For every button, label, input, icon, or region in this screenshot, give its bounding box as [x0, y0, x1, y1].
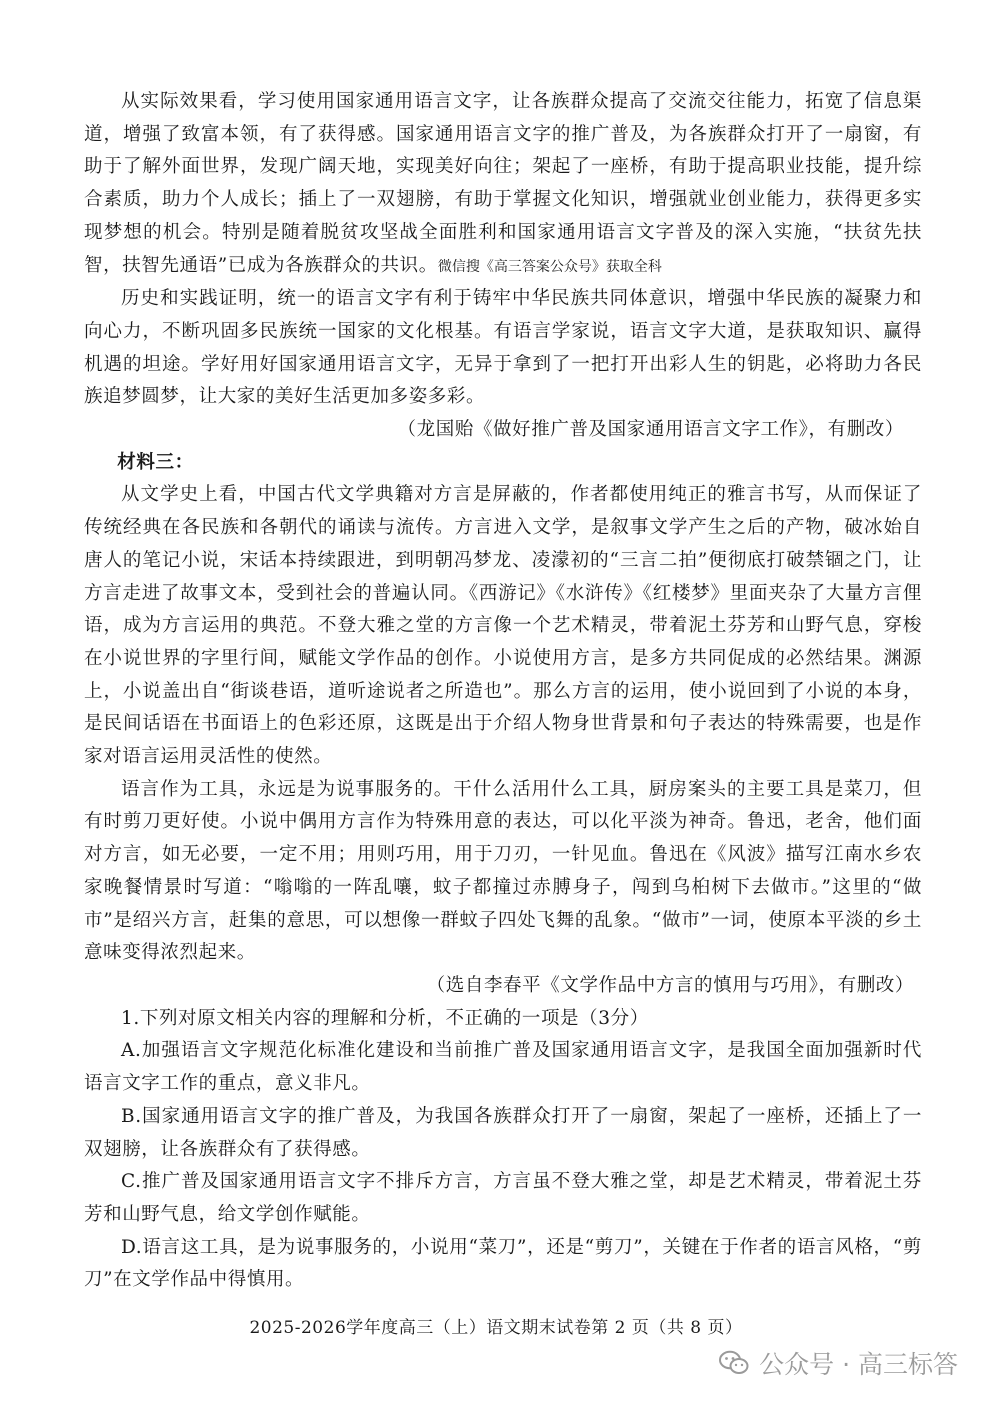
paragraph-2: 历史和实践证明，统一的语言文字有利于铸牢中华民族共同体意识，增强中华民族的凝聚力和向心力，不断巩固多民族统一国家的文化根基。有语言学家说，语言文字大道，是获取知识、赢得机遇的坦途。学好用好国家通用语言文字，无异于拿到了一把打开出彩人生的钥匙，必将助力各民族追梦圆梦，让大家的美好生活更加多姿多彩。	[84, 288, 922, 408]
material-three-heading: 材料三：	[117, 451, 194, 473]
paragraph-3: 从文学史上看，中国古代文学典籍对方言是屏蔽的，作者都使用纯正的雅言书写，从而保证了传统经典在各民族和各朝代的诵读与流传。方言进入文学，是叙事文学产生之后的产物，破冰始自唐人的笔记小说，宋话本持续跟进，到明朝冯梦龙、凌濛初的“三言二拍”便彻底打破禁锢之门，让方言走进了故事文本，受到社会的普遍认同。《西游记》《水浒传》《红楼梦》里面夹杂了大量方言俚语，成为方言运用的典范。不登大雅之堂的方言像一个艺术精灵，带着泥土芬芳和山野气息，穿梭在小说世界的字里行间，赋能文学作品的创作。小说使用方言，是多方共同促成的必然结果。渊源上，小说盖出自“街谈巷语，道听途说者之所造也”。那么方言的运用，使小说回到了小说的本身，是民间话语在书面语上的色彩还原，这既是出于介绍人物身世背景和句子表达的特殊需要，也是作家对语言运用灵活性的使然。	[84, 484, 922, 768]
paragraph-1	[84, 86, 922, 283]
wechat-icon	[719, 1350, 749, 1376]
source-citation-2: （选自李春平《文学作品中方言的慎用与巧用》，有删改）	[426, 974, 914, 996]
watermark-text: 公众号 · 高三标答	[759, 1350, 958, 1379]
paragraph-1-text: 从实际效果看，学习使用国家通用语言文字，让各族群众提高了交流交往能力，拓宽了信息渠道，增强了致富本领，有了获得感。国家通用语言文字的推广普及，为各族群众打开了一扇窗，有助于了解外面世界，发现广阔天地，实现美好向往；架起了一座桥，有助于提高职业技能，提升综合素质，助力个人成长；插上了一双翅膀，有助于掌握文化知识，增强就业创业能力，获得更多实现梦想的机会。特别是随着脱贫攻坚战全面胜利和国家通用语言文字普及的深入实施，“扶贫先扶智，扶智先通语”已成为各族群众的共识。	[84, 91, 922, 276]
option-c: C.推广普及国家通用语言文字不排斥方言，方言虽不登大雅之堂，却是艺术精灵，带着泥土芬芳和山野气息，给文学创作赋能。	[84, 1171, 922, 1225]
paragraph-4: 语言作为工具，永远是为说事服务的。干什么活用什么工具，厨房案头的主要工具是菜刀，但有时剪刀更好使。小说中偶用方言作为特殊用意的表达，可以化平淡为神奇。鲁迅，老舍，他们面对方言，如无必要，一定不用；用则巧用，用于刀刃，一针见血。鲁迅在《风波》描写江南水乡农家晚餐情景时写道：“嗡嗡的一阵乱嚷，蚊子都撞过赤膊身子，闯到乌桕树下去做市。”这里的“做市”是绍兴方言，赶集的意思，可以想像一群蚊子四处飞舞的乱象。“做市”一词，使原本平淡的乡土意味变得浓烈起来。	[84, 778, 922, 964]
question-stem: 1.下列对原文相关内容的理解和分析，不正确的一项是（3分）	[121, 1007, 649, 1029]
page-content	[84, 86, 922, 1297]
option-b: B.国家通用语言文字的推广普及，为我国各族群众打开了一扇窗，架起了一座桥，还插上了一双翅膀，让各族群众有了获得感。	[84, 1105, 922, 1160]
page-footer: 2025-2026学年度高三（上）语文期末试卷第 2 页（共 8 页）	[249, 1318, 743, 1338]
wechat-watermark	[719, 1345, 958, 1381]
source-citation-1: （龙国贻《做好推广普及国家通用语言文字工作》，有删改）	[397, 419, 904, 441]
inline-watermark: 微信搜《高三答案公众号》获取全科	[437, 258, 662, 275]
option-a: A.加强语言文字规范化标准化建设和当前推广普及国家通用语言文字，是我国全面加强新时代语言文字工作的重点，意义非凡。	[84, 1040, 922, 1095]
option-d: D.语言这工具，是为说事服务的，小说用“菜刀”，还是“剪刀”，关键在于作者的语言风格，“剪刀”在文学作品中得慎用。	[84, 1236, 922, 1291]
